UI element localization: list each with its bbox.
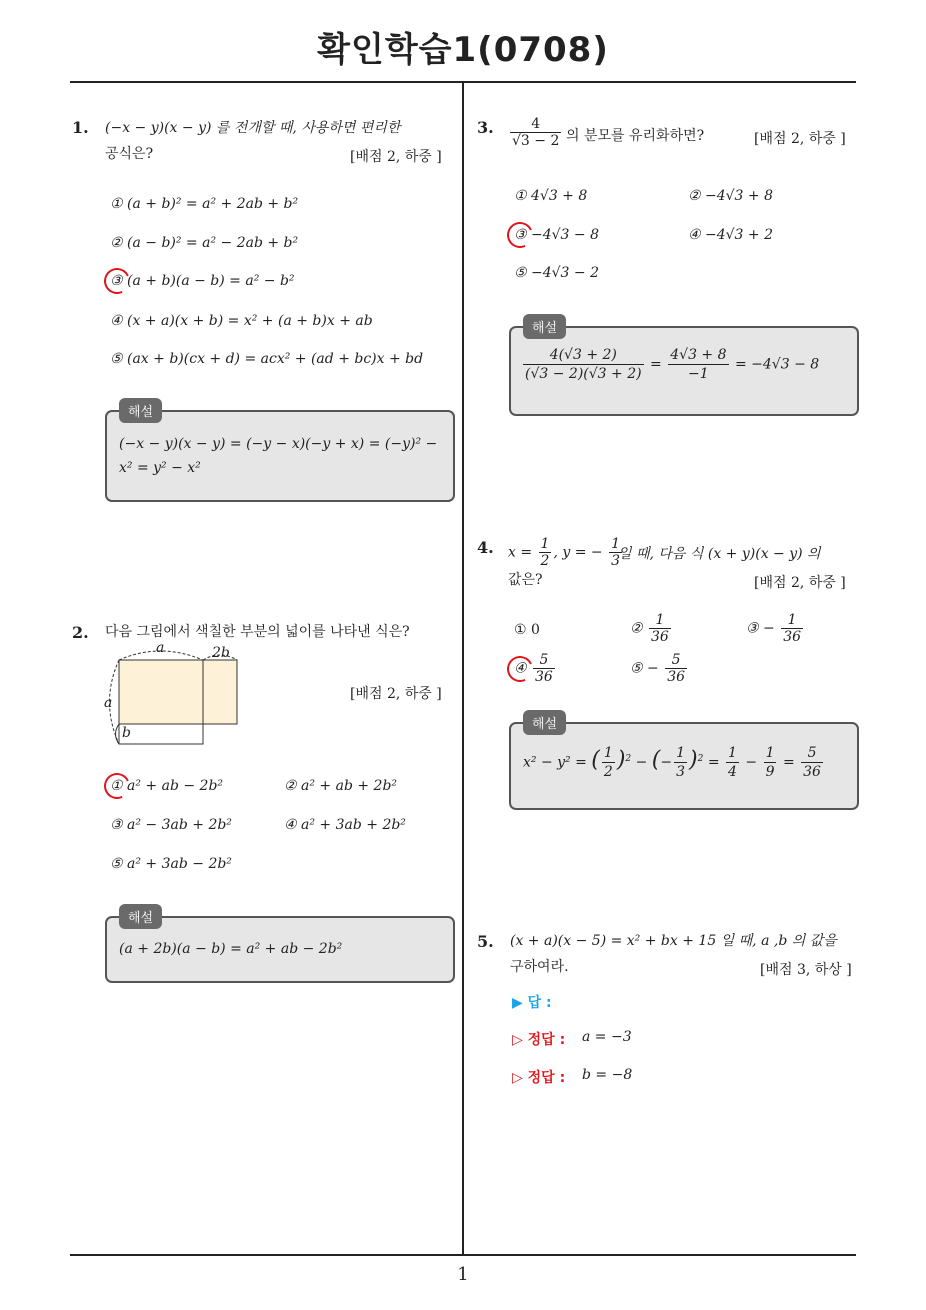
fraction-numerator: 5: [665, 652, 687, 669]
option-marker: ③ −: [746, 620, 775, 637]
fraction-denominator: 3: [611, 553, 620, 569]
solution-result: = −4√3 − 8: [734, 356, 820, 373]
solution-text: (−x − y)(x − y) = (−y − x)(−y + x) = (−y)² −: [119, 436, 438, 452]
fraction-denominator: √3 − 2: [512, 133, 560, 149]
option-5[interactable]: ⑤ a² + 3ab − 2b²: [110, 856, 232, 872]
fraction-denominator: 36: [651, 629, 669, 645]
solution-text: [521, 346, 819, 383]
fraction-denominator: 36: [667, 669, 686, 685]
solution-box: [105, 405, 455, 502]
footer-divider: [70, 1254, 856, 1256]
solution-denominator: −1: [688, 366, 709, 382]
score-label: [배점 2, 하중 ]: [350, 686, 442, 702]
option-2[interactable]: ② (a − b)² = a² − 2ab + b²: [110, 235, 299, 251]
option-2[interactable]: ② a² + ab + 2b²: [284, 778, 398, 794]
solution-numerator: 4(√3 + 2): [523, 346, 644, 365]
question-number: 5.: [477, 932, 494, 951]
fraction-denominator: 36: [803, 764, 821, 780]
option-4[interactable]: ④ a² + 3ab + 2b²: [284, 817, 406, 833]
figure-label-a: a: [104, 695, 113, 711]
fraction-numerator: 5: [533, 652, 555, 669]
solution-numerator: 4√3 + 8: [670, 347, 727, 363]
option-5[interactable]: ⑤ (ax + b)(cx + d) = acx² + (ad + bc)x + bd: [110, 351, 424, 367]
answer-circle-icon: [100, 264, 133, 297]
solution-denominator: (√3 − 2)(√3 + 2): [525, 366, 642, 382]
fraction-numerator: 4: [510, 116, 561, 133]
solution-text: x² = y² − x²: [119, 460, 201, 476]
solution-text: (a + 2b)(a − b) = a² + ab − 2b²: [119, 941, 343, 957]
option-2[interactable]: [630, 612, 673, 645]
correct-answer-label: ▷ 정답 :: [512, 1070, 566, 1086]
solution-tag: 해설: [119, 398, 162, 423]
option-3[interactable]: ③ a² − 3ab + 2b²: [110, 817, 232, 833]
figure-label-2b: 2b: [212, 645, 230, 661]
question-text: (−x − y)(x − y) 를 전개할 때, 사용하면 편리한: [105, 120, 401, 136]
solution-box: [105, 911, 455, 983]
fraction-numerator: 1: [765, 745, 775, 761]
fraction-denominator: 2: [540, 553, 550, 569]
fraction-numerator: 1: [603, 745, 613, 761]
option-marker: ⑤ −: [630, 660, 659, 677]
solution-minus: −: [745, 754, 758, 771]
question-number: 3.: [477, 118, 494, 137]
option-1[interactable]: ① (a + b)² = a² + 2ab + b²: [110, 196, 299, 212]
solution-equals: =: [782, 754, 795, 771]
solution-tag: 해설: [523, 710, 566, 735]
fraction-denominator: 2: [603, 764, 613, 780]
question-text: 의 분모를 유리화하면?: [566, 128, 705, 144]
figure-label-a: a: [156, 640, 165, 656]
question-number: 4.: [477, 538, 494, 557]
figure-label-b: b: [122, 725, 131, 741]
score-label: [배점 2, 하중 ]: [350, 149, 442, 165]
option-5[interactable]: [630, 652, 689, 685]
question-text: 값은?: [508, 572, 543, 588]
question-text: 일 때, 다음 식 (x + y)(x − y) 의: [618, 546, 821, 562]
question-text: 공식은?: [105, 146, 154, 162]
option-3[interactable]: [746, 612, 805, 645]
question-condition: [508, 536, 624, 569]
question-number: 1.: [72, 118, 89, 137]
option-4[interactable]: ④ −4√3 + 2: [688, 227, 774, 243]
option-2[interactable]: ② −4√3 + 8: [688, 188, 774, 204]
option-3[interactable]: ③ (a + b)(a − b) = a² − b²: [110, 273, 295, 289]
correct-answer-value: a = −3: [582, 1029, 632, 1045]
question-text: 구하여라.: [510, 959, 569, 975]
option-3[interactable]: ③ −4√3 − 8: [514, 227, 600, 243]
option-marker: ②: [630, 620, 643, 637]
fraction-denominator: 3: [676, 764, 686, 780]
solution-box: [509, 321, 859, 416]
page-number: 1: [457, 1264, 469, 1285]
solution-equals: =: [650, 356, 662, 373]
fraction-denominator: 36: [783, 629, 802, 645]
score-label: [배점 2, 하중 ]: [754, 131, 846, 147]
correct-answer-label: ▷ 정답 :: [512, 1032, 566, 1048]
option-1[interactable]: ① 0: [514, 622, 540, 638]
correct-answer-value: b = −8: [582, 1067, 633, 1083]
fraction-numerator: 1: [540, 536, 550, 552]
solution-box: [509, 717, 859, 810]
fraction-numerator: 1: [649, 612, 671, 629]
y-expr: , y = −: [553, 544, 603, 561]
question-fraction: [508, 116, 563, 149]
question-number: 2.: [72, 623, 89, 642]
fraction-numerator: 1: [676, 745, 686, 761]
solution-tag: 해설: [523, 314, 566, 339]
solution-lhs: x² − y² =: [523, 754, 587, 771]
x-expr: x =: [508, 544, 533, 561]
fraction-numerator: 1: [611, 536, 620, 552]
fraction-denominator: 9: [765, 764, 775, 780]
solution-tag: 해설: [119, 904, 162, 929]
solution-text: x² − y² = ( $\frac{1}{2}$ )$^2$ − (− $\frac{1}{3}$ )$^2$ = $\frac{1}{4}$ − $\frac{1}{9}$ = $\frac{5}{36}$: [523, 745, 821, 780]
page-title: 확인학습1(0708): [317, 30, 609, 70]
answer-circle-icon: [100, 769, 133, 802]
column-divider: [462, 82, 464, 1256]
answer-circle-icon: [503, 218, 536, 251]
score-label: [배점 2, 하중 ]: [754, 575, 846, 591]
option-1[interactable]: ① a² + ab − 2b²: [110, 778, 224, 794]
option-4[interactable]: ④ (x + a)(x + b) = x² + (a + b)x + ab: [110, 313, 373, 329]
solution-minus: −: [635, 754, 648, 771]
score-label: [배점 3, 하상 ]: [760, 962, 852, 978]
fraction-numerator: 1: [728, 745, 737, 761]
fraction-numerator: 5: [801, 744, 823, 763]
option-5[interactable]: ⑤ −4√3 − 2: [514, 265, 600, 281]
option-1[interactable]: ① 4√3 + 8: [514, 188, 588, 204]
fraction-denominator: 36: [535, 669, 553, 685]
fraction-denominator: 4: [728, 764, 737, 780]
option-marker: ④: [514, 660, 527, 677]
answer-label: ▶ 답 :: [512, 995, 552, 1011]
solution-equals: =: [707, 754, 720, 771]
fraction-numerator: 1: [781, 612, 803, 629]
question-text: 다음 그림에서 색칠한 부분의 넓이를 나타낸 식은?: [105, 624, 410, 640]
question-text: (x + a)(x − 5) = x² + bx + 15 일 때, a ,b 의 값을: [510, 933, 837, 949]
